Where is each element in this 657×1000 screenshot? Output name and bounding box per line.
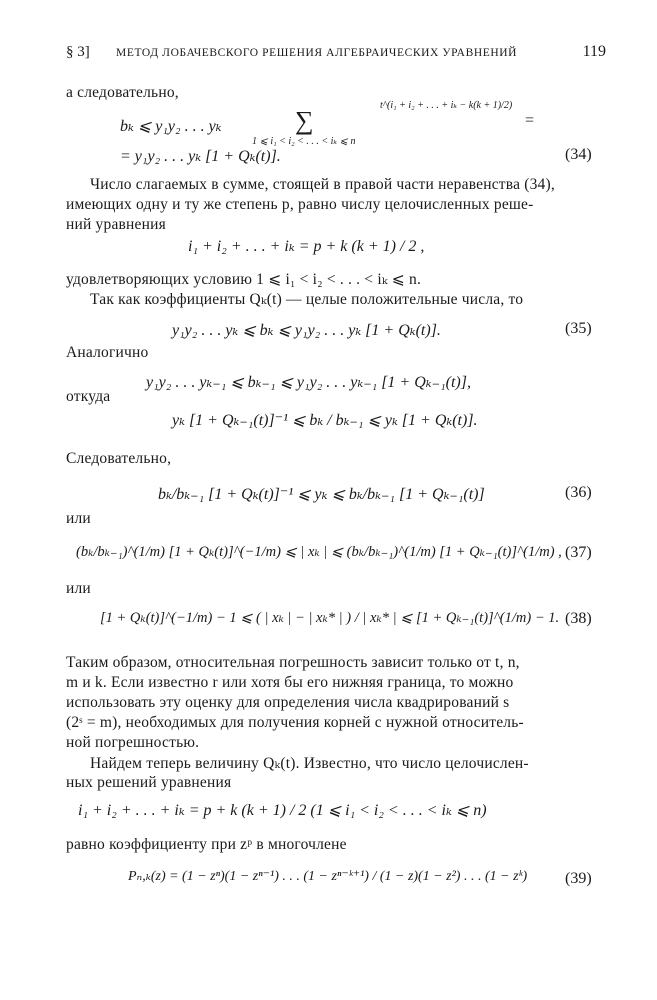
equation-34-right: = y₁y₂ . . . yₖ [1 + Qₖ(t)].	[120, 148, 281, 165]
running-title: МЕТОД ЛОБАЧЕВСКОГО РЕШЕНИЯ АЛГЕБРАИЧЕСКИХ УРАВНЕНИЙ	[116, 47, 518, 59]
equation-number-36: (36)	[565, 484, 592, 501]
text-line: или	[66, 510, 91, 527]
equation-condition: i₁ + i₂ + . . . + iₖ = p + k (k + 1) / 2 (1 ⩽ i₁ < i₂ < . . . < iₖ ⩽ n)	[78, 802, 487, 819]
equation-38: [1 + Qₖ(t)]^(−1/m) − 1 ⩽ ( | xₖ | − | xₖ* | ) / | xₖ* | ⩽ [1 + Qₖ₋₁(t)]^(1/m) − 1.	[100, 610, 560, 626]
running-header	[66, 42, 606, 68]
section-number: § 3]	[66, 44, 90, 60]
text-line: а следовательно,	[66, 84, 179, 101]
equation-analog: y₁y₂ . . . yₖ₋₁ ⩽ bₖ₋₁ ⩽ y₁y₂ . . . yₖ₋₁ [1 + Qₖ₋₁(t)],	[146, 374, 471, 391]
equation-number-37: (37)	[565, 544, 592, 561]
equation-number-34: (34)	[565, 146, 592, 163]
equals-sign: =	[525, 112, 535, 129]
text-line: откуда	[66, 388, 111, 405]
text-line: Так как коэффициенты Qₖ(t) — целые положительные числа, то	[90, 291, 524, 308]
text-line: использовать эту оценку для определения числа квадрирований s	[66, 694, 510, 711]
equation-34-left: bₖ ⩽ y₁y₂ . . . yₖ	[120, 118, 222, 135]
text-line: ной погрешностью.	[66, 734, 200, 751]
page-number: 119	[582, 43, 606, 60]
equation-37: (bₖ/bₖ₋₁)^(1/m) [1 + Qₖ(t)]^(−1/m) ⩽ | xₖ | ⩽ (bₖ/bₖ₋₁)^(1/m) [1 + Qₖ₋₁(t)]^(1/m) ,	[76, 544, 562, 560]
text-line: (2ˢ = m), необходимых для получения корней с нужной относитель-	[66, 714, 524, 731]
equation-number-39: (39)	[565, 870, 592, 887]
text-line: Таким образом, относительная погрешность зависит только от t, n,	[66, 654, 520, 671]
text-line: ных решений уравнения	[66, 774, 232, 791]
sum-exponent: t^(i₁ + i₂ + . . . + iₖ − k(k + 1)/2)	[380, 100, 513, 111]
equation-39: Pₙ,ₖ(z) = (1 − zⁿ)(1 − zⁿ⁻¹) . . . (1 − zⁿ⁻ᵏ⁺¹) / (1 − z)(1 − z²) . . . (1 − zᵏ)	[128, 869, 528, 884]
text-line: ний уравнения	[66, 216, 166, 233]
equation-number-35: (35)	[565, 320, 592, 337]
text-line: Следовательно,	[66, 450, 172, 467]
text-line: имеющих одну и ту же степень p, равно числу целочисленных реше-	[66, 196, 534, 213]
text-line: Число слагаемых в сумме, стоящей в правой части неравенства (34),	[90, 176, 555, 193]
sum-range: 1 ⩽ i₁ < i₂ < . . . < iₖ ⩽ n	[252, 136, 356, 147]
equation-sum: i₁ + i₂ + . . . + iₖ = p + k (k + 1) / 2 ,	[188, 238, 425, 255]
equation-whence: yₖ [1 + Qₖ₋₁(t)]⁻¹ ⩽ bₖ / bₖ₋₁ ⩽ yₖ [1 + Qₖ(t)].	[172, 412, 478, 429]
equation-number-38: (38)	[565, 610, 592, 627]
text-line: удовлетворяющих условию 1 ⩽ i₁ < i₂ < . . . < iₖ ⩽ n.	[66, 271, 422, 288]
equation-36: bₖ/bₖ₋₁ [1 + Qₖ(t)]⁻¹ ⩽ yₖ ⩽ bₖ/bₖ₋₁ [1 + Qₖ₋₁(t)]	[158, 486, 485, 503]
text-line: Аналогично	[66, 344, 149, 361]
sum-symbol: ∑	[295, 106, 314, 135]
text-line: m и k. Если известно r или хотя бы его нижняя граница, то можно	[66, 674, 514, 691]
text-line: или	[66, 580, 91, 597]
equation-35: y₁y₂ . . . yₖ ⩽ bₖ ⩽ y₁y₂ . . . yₖ [1 + Qₖ(t)].	[172, 322, 441, 339]
text-line: равно коэффициенту при zᵖ в многочлене	[66, 836, 347, 853]
text-line: Найдем теперь величину Qₖ(t). Известно, что число целочислен-	[90, 755, 529, 772]
